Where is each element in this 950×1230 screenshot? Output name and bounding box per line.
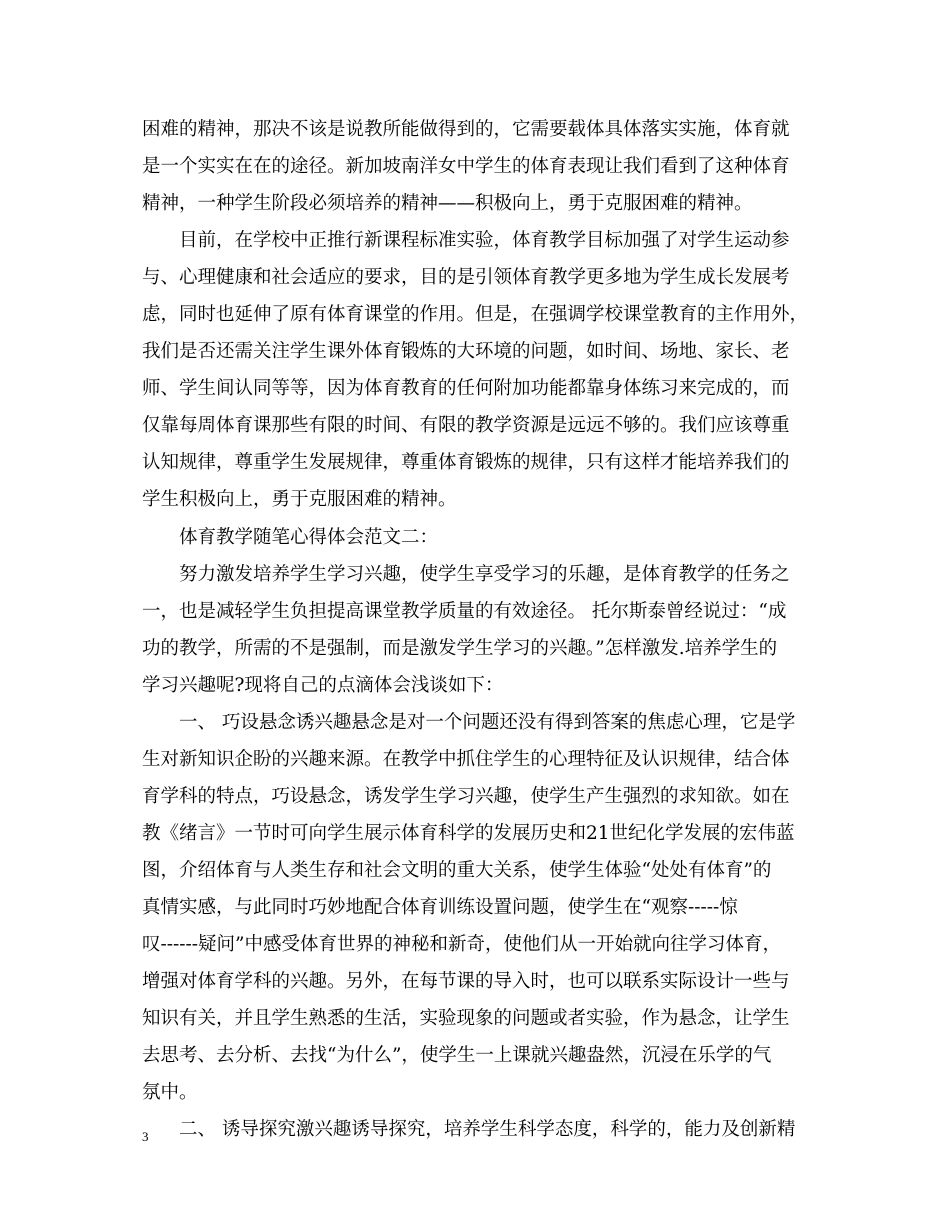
text-line: 氛中。 bbox=[142, 1082, 198, 1104]
text-line: 二、 诱导探究激兴趣诱导探究，培养学生科学态度，科学的，能力及创新精 bbox=[179, 1119, 796, 1141]
text-line: 增强对体育学科的兴趣。另外，在每节课的导入时，也可以联系实际设计一些与 bbox=[142, 971, 790, 993]
text-line: 虑，同时也延伸了原有体育课堂的作用。但是，在强调学校课堂教育的主作用外， bbox=[142, 304, 809, 326]
text-line: 学习兴趣呢?现将自己的点滴体会浅谈如下： bbox=[142, 674, 504, 696]
page-number: 3 bbox=[142, 1129, 149, 1144]
text-line: 生对新知识企盼的兴趣来源。在教学中抓住学生的心理特征及认识规律，结合体 bbox=[142, 748, 790, 770]
text-line: 一、 巧设悬念诱兴趣悬念是对一个问题还没有得到答案的焦虑心理，它是学 bbox=[179, 711, 796, 733]
text-line: 目前，在学校中正推行新课程标准实验，体育教学目标加强了对学生运动参 bbox=[179, 230, 790, 252]
text-line: 困难的精神，那决不该是说教所能做得到的，它需要载体具体落实实施，体育就 bbox=[142, 119, 790, 140]
text-line: 真情实感，与此同时巧妙地配合体育训练设置问题，使学生在“观察-----惊 bbox=[142, 896, 738, 918]
text-line: 育学科的特点，巧设悬念，诱发学生学习兴趣，使学生产生强烈的求知欲。如在 bbox=[142, 785, 790, 807]
text-line: 师、学生间认同等等，因为体育教育的任何附加功能都靠身体练习来完成的，而 bbox=[142, 378, 790, 400]
section-heading: 体育教学随笔心得体会范文二： bbox=[179, 526, 439, 548]
text-line: 精神，一种学生阶段必须培养的精神——积极向上，勇于克服困难的精神。 bbox=[142, 193, 753, 215]
text-line: 功的教学，所需的不是强制，而是激发学生学习的兴趣。”怎样激发.培养学生的 bbox=[142, 637, 778, 659]
text-line: 一，也是减轻学生负担提高课堂教学质量的有效途径。 托尔斯泰曾经说过：“成 bbox=[142, 600, 787, 622]
text-line: 去思考、去分析、去找“为什么”，使学生一上课就兴趣盎然，沉浸在乐学的气 bbox=[142, 1045, 772, 1067]
text-line: 图，介绍体育与人类生存和社会文明的重大关系，使学生体验“处处有体育”的 bbox=[142, 859, 772, 881]
text-line: 与、心理健康和社会适应的要求，目的是引领体育教学更多地为学生成长发展考 bbox=[142, 267, 790, 289]
document-body bbox=[142, 111, 812, 1148]
text-line: 努力激发培养学生学习兴趣，使学生享受学习的乐趣，是体育教学的任务之 bbox=[179, 563, 790, 585]
text-line: 认知规律，尊重学生发展规律，尊重体育锻炼的规律，只有这样才能培养我们的 bbox=[142, 452, 790, 474]
text-line: 叹------疑问”中感受体育世界的神秘和新奇，使他们从一开始就向往学习体育， bbox=[142, 934, 781, 956]
text-line: 教《绪言》一节时可向学生展示体育科学的发展历史和21世纪化学发展的宏伟蓝 bbox=[142, 822, 795, 844]
text-line: 学生积极向上，勇于克服困难的精神。 bbox=[142, 489, 457, 511]
text-line: 知识有关，并且学生熟悉的生活，实验现象的问题或者实验，作为悬念，让学生 bbox=[142, 1008, 790, 1030]
text-line: 我们是否还需关注学生课外体育锻炼的大环境的问题，如时间、场地、家长、老 bbox=[142, 341, 790, 363]
text-line: 仅靠每周体育课那些有限的时间、有限的教学资源是远远不够的。我们应该尊重 bbox=[142, 415, 790, 437]
text-line: 是一个实实在在的途径。新加坡南洋女中学生的体育表现让我们看到了这种体育 bbox=[142, 156, 790, 178]
